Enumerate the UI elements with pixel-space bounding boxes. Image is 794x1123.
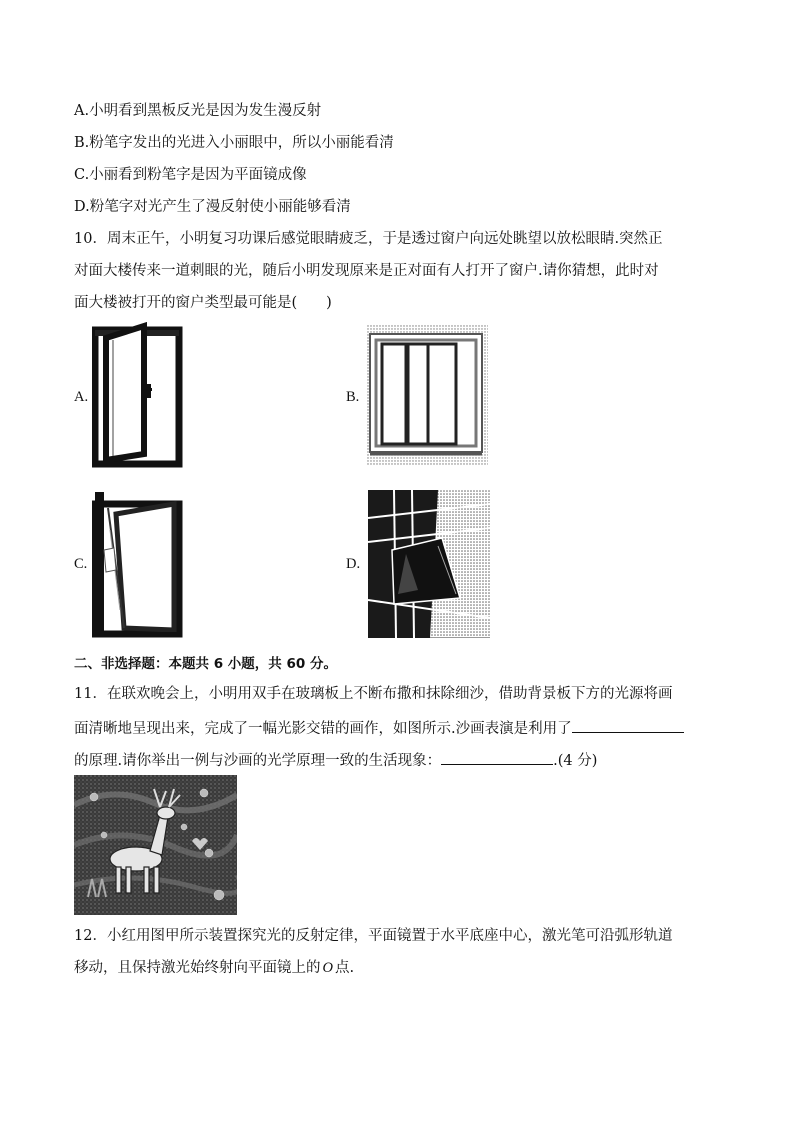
casement-window-figure <box>92 322 184 468</box>
answer-blank-2[interactable] <box>441 748 553 765</box>
q12-line-2-end: 点. <box>334 960 355 976</box>
sand-painting-photo <box>74 775 237 915</box>
q12-line-2 <box>74 958 354 978</box>
option-a-prev: A.小明看到黑板反光是因为发生漫反射 <box>74 103 322 119</box>
q10-option-c-label: C. <box>74 556 88 572</box>
point-o-label: O <box>322 960 333 976</box>
q10-line-3: 面大楼被打开的窗户类型最可能是( ) <box>74 295 332 311</box>
option-d-prev: D.粉笔字对光产生了漫反射使小丽能够看清 <box>74 199 351 215</box>
q11-line-2 <box>74 716 684 739</box>
q11-line-3 <box>74 748 597 771</box>
q11-line-2-text: 面清晰地呈现出来，完成了一幅光影交错的画作，如图所示.沙画表演是利用了 <box>74 721 572 737</box>
q10-option-b-label: B. <box>346 389 360 405</box>
option-b-prev: B.粉笔字发出的光进入小丽眼中，所以小丽能看清 <box>74 135 394 151</box>
q10-line-1: 10．周末正午，小明复习功课后感觉眼睛疲乏，于是透过窗户向远处眺望以放松眼睛.突然正 <box>74 231 663 247</box>
option-c-prev: C.小丽看到粉笔字是因为平面镜成像 <box>74 167 307 183</box>
q11-line-1: 11．在联欢晚会上，小明用双手在玻璃板上不断布撒和抹除细沙，借助背景板下方的光源将画 <box>74 686 673 702</box>
tilt-window-figure <box>92 490 184 638</box>
answer-blank-1[interactable] <box>572 716 684 733</box>
q12-line-2-text: 移动，且保持激光始终射向平面镜上的 <box>74 960 321 976</box>
q11-score: .(4 分) <box>553 753 598 769</box>
q11-line-3-text: 的原理.请你举出一例与沙画的光学原理一致的生活现象： <box>74 753 442 769</box>
q10-option-d-label: D. <box>346 556 361 572</box>
awning-window-figure <box>368 490 490 638</box>
sliding-window-figure <box>364 322 490 468</box>
q10-line-2: 对面大楼传来一道刺眼的光，随后小明发现原来是正对面有人打开了窗户.请你猜想，此时对 <box>74 263 659 279</box>
section-heading: 二、非选择题：本题共 6 小题，共 60 分。 <box>74 656 337 672</box>
q10-option-a-label: A. <box>74 389 89 405</box>
q12-line-1: 12．小红用图甲所示装置探究光的反射定律，平面镜置于水平底座中心，激光笔可沿弧形轨道 <box>74 928 673 944</box>
